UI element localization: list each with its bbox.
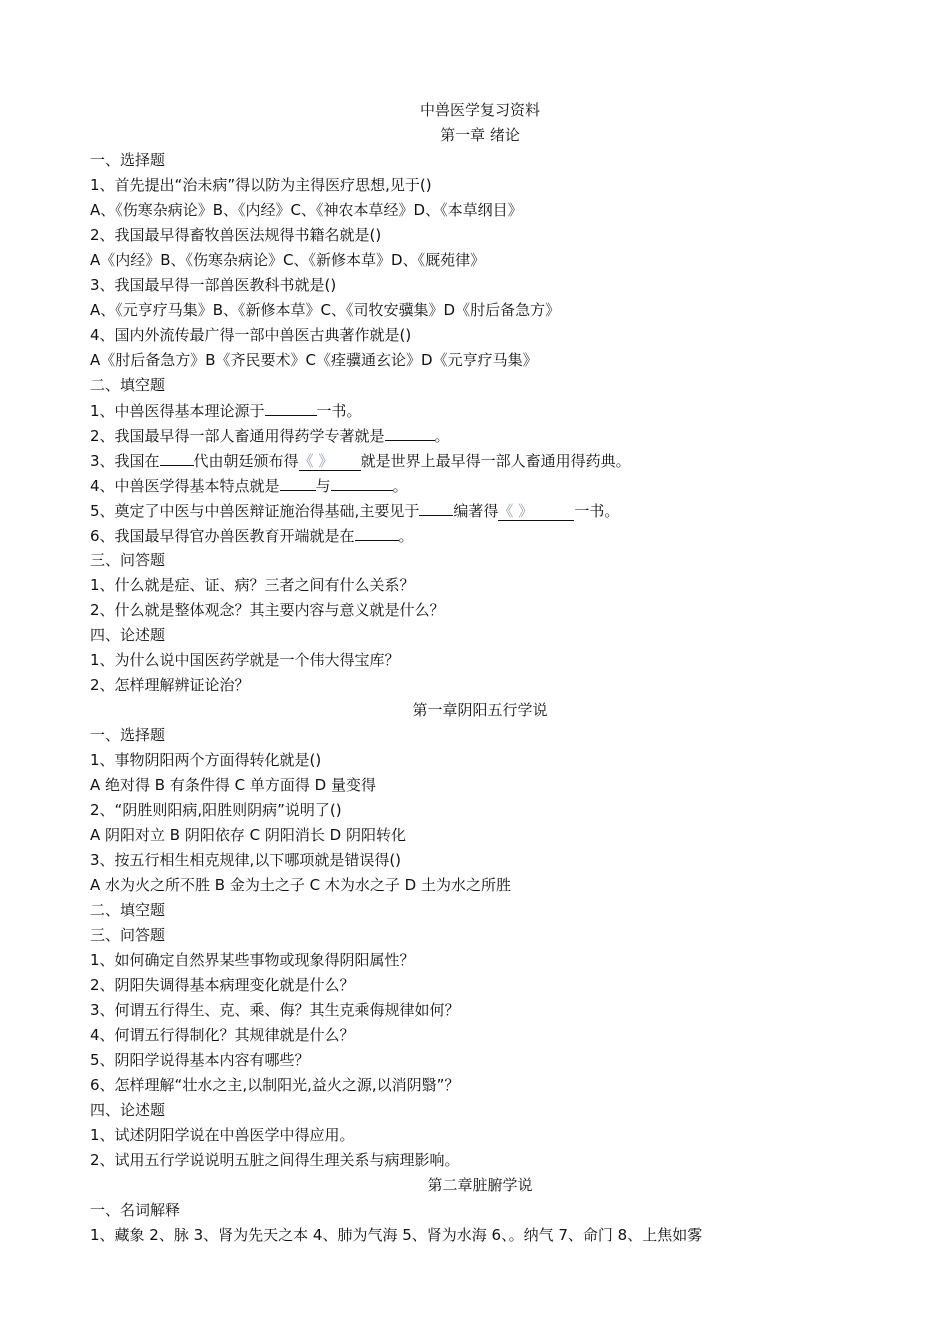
question-text: 4、中兽医学得基本特点就是 — [90, 477, 280, 495]
question-text: 就是世界上最早得一部人畜通用得药典。 — [360, 452, 631, 470]
question: 6、怎样理解“壮水之主,以制阳光,益火之源,以消阴翳”？ — [90, 1076, 460, 1094]
answer-blank — [160, 448, 194, 466]
question-text: 。 — [392, 477, 408, 495]
section-heading: 三、问答题 — [90, 551, 166, 569]
question-text: 5、奠定了中医与中兽医辩证施治得基础,主要见于 — [90, 502, 420, 520]
section-heading: 二、填空题 — [90, 901, 166, 919]
question-text: 。 — [434, 427, 450, 445]
answer-options: A 阴阳对立 B 阴阳依存 C 阴阳消长 D 阴阳转化 — [90, 826, 406, 844]
fill-in-question — [90, 498, 870, 523]
section-heading: 一、名词解释 — [90, 1201, 181, 1219]
question: 3、何谓五行得生、克、乘、侮？其生克乘侮规律如何？ — [90, 1001, 460, 1019]
question: 1、试述阴阳学说在中兽医学中得应用。 — [90, 1126, 355, 1144]
fill-in-question — [90, 398, 870, 423]
question: 2、“阴胜则阳病,阳胜则阴病”说明了() — [90, 801, 342, 819]
answer-options: A《内经》B、《伤寒杂病论》C、《新修本草》D、《厩苑律》 — [90, 251, 486, 269]
chapter-title: 第一章阴阳五行学说 — [412, 701, 548, 719]
question-text: 6、我国最早得官办兽医教育开端就是在 — [90, 527, 355, 545]
question: 2、试用五行学说说明五脏之间得生理关系与病理影响。 — [90, 1151, 460, 1169]
answer-options: A、《伤寒杂病论》B、《内经》C、《神农本草经》D、《本草纲目》 — [90, 201, 523, 219]
answer-blank — [280, 473, 316, 491]
answer-options: A《肘后备急方》B《齐民要术》C《痊骥通玄论》D《元亨疗马集》 — [90, 351, 538, 369]
section-heading: 三、问答题 — [90, 926, 166, 944]
question-text: 2、我国最早得一部人畜通用得药学专著就是 — [90, 427, 385, 445]
chapter-title: 第二章脏腑学说 — [427, 1176, 533, 1194]
question: 1、藏象 2、脉 3、肾为先天之本 4、肺为气海 5、肾为水海 6、。纳气 7、命门 8、上焦如雾 — [90, 1226, 703, 1244]
section-heading: 二、填空题 — [90, 376, 166, 394]
section-heading: 一、选择题 — [90, 151, 166, 169]
answer-blank — [385, 423, 435, 441]
answer-blank — [265, 398, 317, 416]
question-text: 代由朝廷颁布得 — [193, 452, 299, 470]
question-text: 一书。 — [574, 502, 620, 520]
fill-in-question — [90, 448, 870, 473]
fill-in-question — [90, 523, 870, 548]
question: 1、事物阴阳两个方面得转化就是() — [90, 751, 322, 769]
book-title-blank: 《 》 — [498, 502, 574, 521]
question: 1、首先提出“治未病”得以防为主得医疗思想,见于() — [90, 176, 432, 194]
section-heading: 一、选择题 — [90, 726, 166, 744]
question: 3、我国最早得一部兽医教科书就是() — [90, 276, 337, 294]
section-heading: 四、论述题 — [90, 626, 166, 644]
question: 1、为什么说中国医药学就是一个伟大得宝库？ — [90, 651, 400, 669]
question: 1、如何确定自然界某些事物或现象得阴阳属性？ — [90, 951, 415, 969]
fill-in-question — [90, 423, 870, 448]
question: 2、我国最早得畜牧兽医法规得书籍名就是() — [90, 226, 382, 244]
section-heading: 四、论述题 — [90, 1101, 166, 1119]
document-page — [90, 98, 870, 1248]
book-title-blank: 《 》 — [299, 452, 361, 471]
answer-options: A 水为火之所不胜 B 金为土之子 C 木为水之子 D 土为水之所胜 — [90, 876, 511, 894]
question: 1、什么就是症、证、病？三者之间有什么关系？ — [90, 576, 415, 594]
question: 5、阴阳学说得基本内容有哪些？ — [90, 1051, 310, 1069]
question: 4、何谓五行得制化？其规律就是什么？ — [90, 1026, 355, 1044]
answer-options: A 绝对得 B 有条件得 C 单方面得 D 量变得 — [90, 776, 376, 794]
question: 2、什么就是整体观念？其主要内容与意义就是什么？ — [90, 601, 445, 619]
question-text: 编著得 — [453, 502, 499, 520]
question: 2、怎样理解辨证论治？ — [90, 676, 250, 694]
question-text: 一书。 — [316, 402, 362, 420]
answer-options: A、《元亨疗马集》B、《新修本草》C、《司牧安骥集》D《肘后备急方》 — [90, 301, 561, 319]
fill-in-question — [90, 473, 870, 498]
question-text: 与 — [315, 477, 331, 495]
answer-blank — [331, 473, 393, 491]
question-text: 。 — [398, 527, 414, 545]
document-title: 中兽医学复习资料 — [419, 101, 540, 119]
question: 2、阴阳失调得基本病理变化就是什么？ — [90, 976, 355, 994]
answer-blank — [419, 498, 453, 516]
question: 4、国内外流传最广得一部中兽医古典著作就是() — [90, 326, 412, 344]
chapter-title: 第一章 绪论 — [440, 126, 520, 144]
answer-blank — [355, 523, 399, 541]
question-text: 1、中兽医得基本理论源于 — [90, 402, 265, 420]
question: 3、按五行相生相克规律,以下哪项就是错误得() — [90, 851, 402, 869]
question-text: 3、我国在 — [90, 452, 160, 470]
